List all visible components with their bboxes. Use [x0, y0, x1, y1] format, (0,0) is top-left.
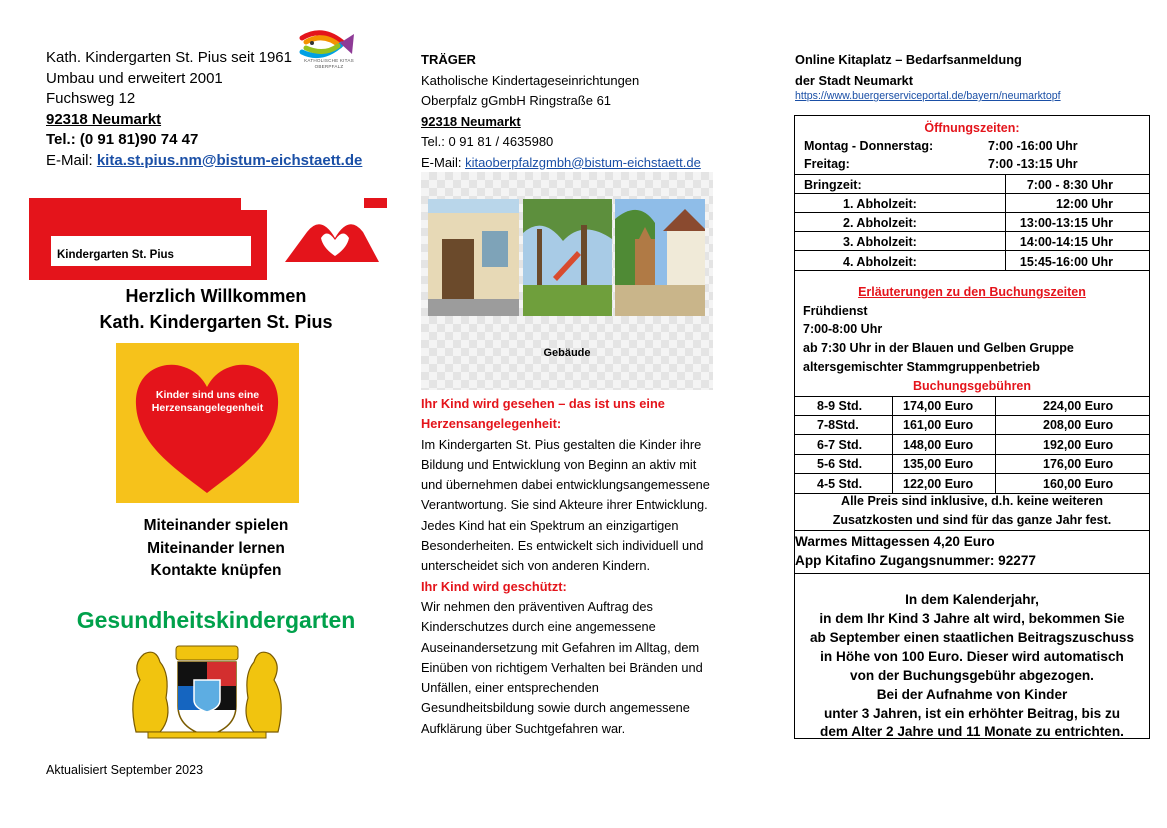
kita-phone: Tel.: (0 91 81)90 74 47: [46, 131, 199, 148]
fees-note: Alle Preis sind inklusive, d.h. keine weiteren: [841, 494, 1103, 508]
updated-note: Aktualisiert September 2023: [46, 763, 204, 777]
banner-label: Kindergarten St. Pius: [57, 249, 174, 261]
bring-time: 7:00 - 8:30 Uhr: [1026, 178, 1113, 192]
paragraph-seen: Im Kindergarten St. Pius gestalten die Kinder ihre Bildung und Entwicklung von Beginn an aktiv mit und übernehmen dabei entwicklungsangemessene Verantwortung. Sie sind Akteure ihrer Entwicklung. Jedes Kind hat ein Spektrum an einzigartigen Besonderheiten. Es entwickelt sich individuell und unterscheidet sich von anderen Kindern.: [421, 436, 710, 574]
app-access-number: App Kitafino Zugangsnummer: 92277: [795, 553, 1036, 568]
pedagogy-text: Ihr Kind wird gesehen – das ist uns eine Herzensangelegenheit: Im Kindergarten St. Pius gestalten die Kinder ihre Bildung und Entwicklung von Beginn an aktiv mit und übernehmen dabei entwicklungsangemessene Verantwortung. Sie sind Akteure ihrer Entwicklung. Jedes Kind hat ein Spektrum an einzigartigen Besonderheiten. Es entwickelt sich individuell und unterscheidet sich von anderen Kindern. Ihr Kind wird geschützt: Wir nehmen den präventiven Auftrag des Kinderschutzes durch eine angemessene Auseinandersetzung mit Gefahren im Alltag, dem Einüben von richtigem Verhalten bei Bränden und Unfällen, einer entsprechenden Gesundheitsbildung sowie durch angemessene Aufklärung über Suchtgefahren war.: [421, 394, 751, 739]
photo-playground: [523, 199, 612, 316]
kita-city: 92318 Neumarkt: [46, 110, 162, 128]
kita-email-link[interactable]: kita.st.pius.nm@bistum-eichstaett.de: [96, 151, 363, 169]
kindergarten-banner: [29, 198, 387, 280]
welcome-heading: Herzlich Willkommen Kath. Kindergarten St. Pius: [99, 286, 333, 332]
traeger-email-line: E-Mail: kitaoberpfalzgmbh@bistum-eichstaett.de: [421, 154, 701, 170]
opening-hours-title: Öffnungszeiten:: [924, 121, 1020, 135]
lunch-price: Warmes Mittagessen 4,20 Euro: [795, 534, 995, 549]
online-registration-heading: Online Kitaplatz – Bedarfsanmeldung der Stadt Neumarkt: [795, 52, 1022, 88]
heart-panel: [116, 343, 299, 503]
table-row: 7-8Std.: [817, 418, 859, 432]
gesundheitskindergarten-heading: Gesundheitskindergarten: [76, 607, 356, 633]
heart-icon: [116, 343, 299, 503]
kita-history: Umbau und erweitert 2001: [46, 69, 223, 87]
table-row: 8-9 Std.: [817, 399, 863, 413]
registration-portal-link[interactable]: https://www.buergerserviceportal.de/bayern/neumarktopf: [795, 90, 1061, 102]
booking-title: Erläuterungen zu den Buchungszeiten: [858, 285, 1086, 299]
traeger-address: TRÄGER Katholische Kindertageseinrichtungen Oberpfalz gGmbH Ringstraße 61 92318 Neumarkt Tel.: 0 91 81 / 4635980 E-Mail: kitaoberpfalzgmbh@bistum-eichstaett.de: [421, 50, 701, 173]
photos-caption: Gebäude: [543, 347, 591, 359]
traeger-email-link[interactable]: kitaoberpfalzgmbh@bistum-eichstaett.de: [465, 154, 701, 170]
kita-street: Fuchsweg 12: [46, 90, 136, 107]
traeger-phone: Tel.: 0 91 81 / 4635980: [421, 134, 554, 149]
heart-hands-icon: [285, 224, 379, 262]
kita-name: Kath. Kindergarten St. Pius seit 1961: [46, 49, 292, 66]
logo-caption: KATHOLISCHE KITAS OBERPFALZ: [304, 58, 354, 69]
info-table: Öffnungszeiten: Montag - Donnerstag: 7:00 -16:00 Uhr Freitag: 7:00 -13:15 Uhr Bringzeit: 7:00 - 8:30 Uhr 1. Abholzeit: 12:00 Uhr 2. Abholzeit: 13:00-13:15 Uhr 3. Abholzeit: 14:00-14:15 Uhr 4. Abholzeit: 15:45-16:00 Uhr Erläuterungen zu den Buchungszeiten Frühdienst 7:00-8:00 Uhr ab 7:30 Uhr in der Blauen und Gelben Gruppe altersgemischter Stammgruppenbetrieb Buchungsgebühren 8-9 Std. 174,00 Euro 224,00 Euro 7-8Std. 161,00 Euro 208,00 Euro 6-7 Std. 148,00 Euro 192,00 Euro 5-6 Std. 135,00 Euro 176,00 Euro 4-5 Std. 122,00 Euro 160,00 Euro Alle Preis sind inklusive, d.h. keine weiteren Zusatzkosten und sind für das ganze Jahr fest. Warmes Mittagessen 4,20 Euro App Kitafino Zugangsnummer: 92277 In dem Kalenderjahr, in dem Ihr Kind 3 Jahre alt wird, bekommen Sie ab September einen staatlichen Beitragszuschuss in Höhe von 100 Euro. Dieser wird automatisch von der Buchungsgebühr abgezogen. Bei der Aufnahme von Kinder unter 3 Jahren, ist ein erhöhter Beitrag, bis zu dem Alter 2 Jahre und 11 Monate zu entrichten.: [794, 115, 1150, 739]
table-row: 6-7 Std.: [817, 438, 863, 452]
heart-text: Kinder sind uns eine Herzensangelegenheit: [151, 389, 264, 414]
section-heading-seen: Ihr Kind wird gesehen – das ist uns eine: [421, 396, 665, 411]
section-heading-protected: Ihr Kind wird geschützt:: [421, 578, 567, 594]
traeger-city: 92318 Neumarkt: [421, 113, 521, 129]
paragraph-protected: Wir nehmen den präventiven Auftrag des Kinderschutzes durch eine angemessene Auseinandersetzung mit Gefahren im Alltag, dem Einüben von richtigem Verhalten bei Bränden und Unfällen, einer entsprechenden Gesundheitsbildung sowie durch angemessene Aufklärung über Suchtgefahren war.: [421, 598, 703, 736]
together-list: Miteinander spielen Miteinander lernen Kontakte knüpfen: [143, 517, 289, 579]
photo-entrance: [428, 199, 519, 316]
table-row: 5-6 Std.: [817, 457, 863, 471]
bring-time-label: Bringzeit:: [804, 178, 862, 192]
photo-play-tower: [615, 199, 705, 316]
bavarian-coat-of-arms: [122, 640, 292, 740]
fees-title: Buchungsgebühren: [912, 379, 1032, 393]
traeger-title: TRÄGER: [421, 52, 476, 67]
table-row: 4-5 Std.: [817, 477, 863, 491]
kita-email-line: E-Mail: kita.st.pius.nm@bistum-eichstaett.de: [46, 151, 363, 169]
